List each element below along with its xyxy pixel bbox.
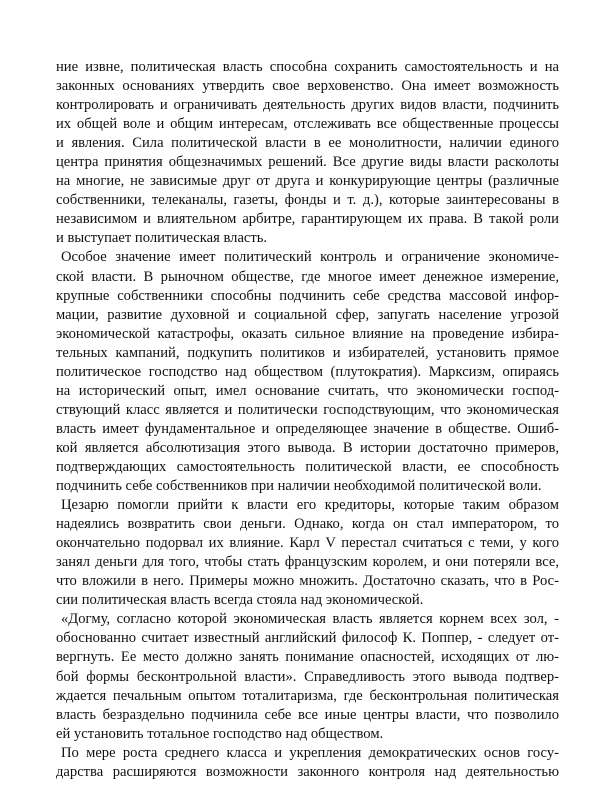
text-line: центра принятия общезначимых решений. Все другие виды власти расколоты [56, 154, 559, 171]
text-line: и явления. Сила политической власти в ее монолитности, наличии единого [56, 135, 559, 152]
text-line: ской власти. В рыночном обществе, где многое имеет денежное измерение, [56, 268, 559, 285]
text-line: крупные собственники способны подчинить себе средства массовой инфор- [56, 287, 559, 304]
text-line: на исторический опыт, имел основание считать, что экономически господ- [56, 382, 559, 399]
document-page [56, 58, 559, 782]
paragraph [56, 248, 559, 496]
paragraph [56, 58, 559, 248]
paragraph [56, 610, 559, 743]
text-line: окончательно подорвал их влияние. Карл V перестал считаться с теми, у кого [56, 535, 559, 552]
text-line: и выступает политическая власть. [56, 230, 268, 247]
text-line: что вложили в него. Примеры можно множить. Достаточно сказать, что в Рос- [56, 573, 559, 590]
text-line: контролировать и ограничивать деятельность других видов власти, подчинить [56, 97, 559, 114]
text-line: «Догму, согласно которой экономическая власть является корнем всех зол, - [61, 611, 559, 628]
text-line: занял деньги для того, чтобы стать французским королем, и они потеряли все, [56, 554, 559, 571]
text-line: ей установить тотальное господство над обществом. [56, 725, 384, 742]
paragraph [56, 496, 559, 610]
text-line: на многие, не зависимые друг от друга и конкурирующие центры (различные [56, 173, 559, 190]
text-line: дарства расширяются возможности законного контроля над деятельностью [56, 763, 559, 780]
text-line: мации, развитие духовной и социальной сфер, запугать население угрозой [56, 306, 559, 323]
text-line: сии политическая власть всегда стояла над экономической. [56, 592, 424, 609]
paragraph [56, 744, 559, 782]
text-line: ждается печальным опытом тоталитаризма, где бесконтрольная политическая [56, 687, 559, 704]
text-line: тельных кампаний, подкупить политиков и избирателей, установить прямое [56, 344, 559, 361]
text-line: собственники, телеканалы, газеты, фонды и т. д.), которые заинтересованы в [56, 192, 559, 209]
text-line: По мере роста среднего класса и укрепления демократических основ госу- [61, 744, 559, 761]
text-line: независимом и влиятельном арбитре, гарантирующем их права. В такой роли [56, 211, 559, 228]
text-line: политическое господство над обществом (плутократия). Марксизм, опираясь [56, 363, 559, 380]
text-line: власть безраздельно подчинила себе все иные центры власти, что позволило [56, 706, 559, 723]
text-line: власть имеет фундаментальное и определяющее значение в обществе. Ошиб- [56, 420, 559, 437]
text-line: их общей воле и общим интересам, отслеживать все общественные процессы [56, 116, 559, 133]
text-line: законных основаниях утвердить свое верховенство. Она имеет возможность [56, 78, 559, 95]
text-line: кой является абсолютизация этого вывода. В истории достаточно примеров, [56, 439, 559, 456]
text-line: ствующий класс является и политически господствующим, что экономическая [56, 401, 559, 418]
text-line: бой формы бесконтрольной власти». Справедливость этого вывода подтвер- [56, 668, 559, 685]
text-line: Цезарю помогли прийти к власти его кредиторы, которые таким образом [61, 497, 559, 514]
text-line: обоснованно считает известный английский философ К. Поппер, - следует от- [56, 630, 559, 647]
text-line: экономической катастрофы, оказать сильное влияние на проведение избира- [56, 325, 559, 342]
text-line: Особое значение имеет политический контроль и ограничение экономиче- [61, 249, 559, 266]
text-line: подтверждающих самостоятельность политической власти, ее способность [56, 458, 559, 475]
text-line: подчинить себе собственников при наличии необходимой политической воли. [56, 478, 542, 495]
text-line: ние извне, политическая власть способна сохранить самостоятельность и на [56, 59, 559, 75]
text-line: вергнуть. Ее место должно занять понимание опасностей, исходящих от лю- [56, 649, 559, 666]
text-line: надеялись возвратить свои деньги. Однако, когда он стал императором, то [56, 516, 559, 533]
